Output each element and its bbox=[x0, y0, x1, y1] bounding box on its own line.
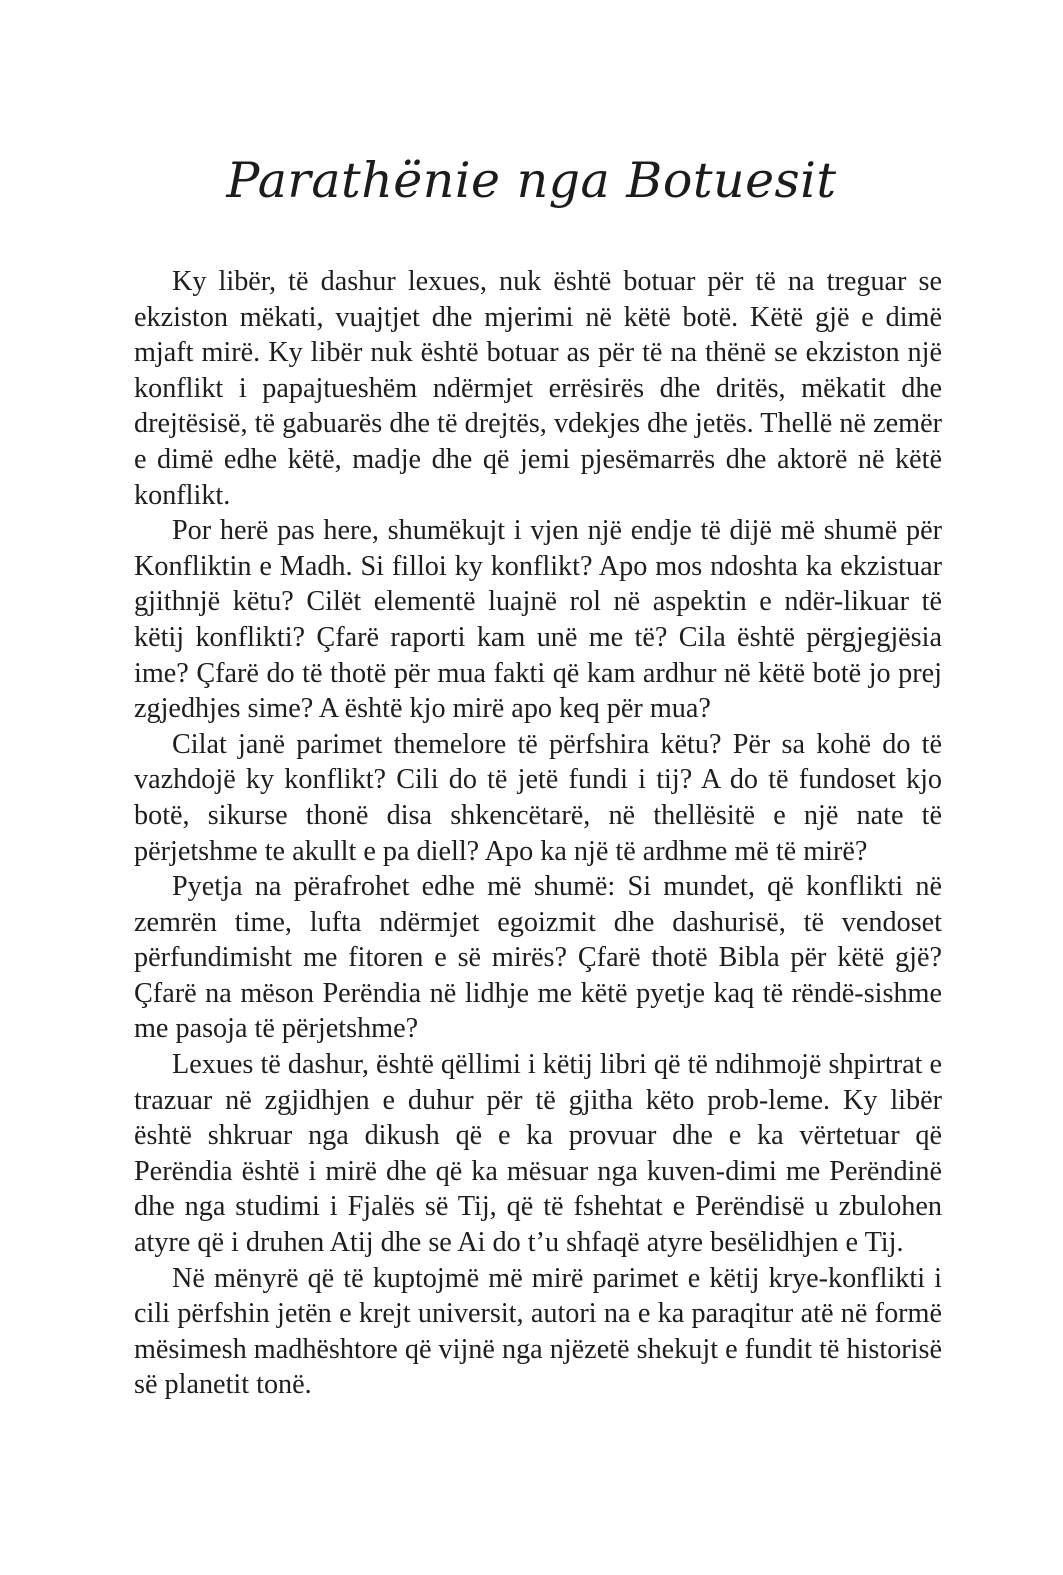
paragraph-5: Lexues të dashur, është qëllimi i këtij libri që të ndihmojë shpirtrat e trazuar në zgjidhjen e duhur për të gjitha këto prob-leme. Ky libër është shkruar nga dikush që e ka provuar dhe e ka vërtetuar që Perëndia është i mirë dhe që ka mësuar nga kuven-dimi me Perëndinë dhe nga studimi i Fjalës së Tij, që të fshehtat e Perëndisë u zbulohen atyre që i druhen Atij dhe se Ai do t’u shfaqë atyre besëlidhjen e Tij. bbox=[134, 1049, 942, 1259]
paragraph-2: Por herë pas here, shumëkujt i vjen një endje të dijë më shumë për Konfliktin e Madh. Si filloi ky konflikt? Apo mos ndoshta ka ekzistuar gjithnjë këtu? Cilët elementë luajnë rol në aspektin e ndër-likuar të këtij konflikti? Çfarë raporti kam unë me të? Cila është përgjegjësia ime? Çfarë do të thotë për mua fakti që kam ardhur në këtë botë jo prej zgjedhjes sime? A është kjo mirë apo keq për mua? bbox=[134, 515, 942, 725]
paragraph-4: Pyetja na përafrohet edhe më shumë: Si mundet, që konflikti në zemrën time, lufta ndërmjet egoizmit dhe dashurisë, të vendoset përfundimisht me fitoren e së mirës? Çfarë thotë Bibla për këtë gjë? Çfarë na mëson Perëndia në lidhje me këtë pyetje kaq të rëndë-sishme me pasoja të përjetshme? bbox=[134, 871, 942, 1045]
paragraph-3: Cilat janë parimet themelore të përfshira këtu? Për sa kohë do të vazhdojë ky konflikt? Cili do të jetë fundi i tij? A do të fundoset kjo botë, sikurse thonë disa shkencëtarë, në thellësitë e një nate të përjetshme te akullt e pa diell? Apo ka një të ardhme më të mirë? bbox=[134, 728, 942, 867]
chapter-title: Parathënie nga Botuesit bbox=[226, 152, 837, 209]
chapter-body bbox=[134, 264, 942, 1403]
paragraph-1: Ky libër, të dashur lexues, nuk është botuar për të na treguar se ekziston mëkati, vuajtjet dhe mjerimi në këtë botë. Këtë gjë e dimë mjaft mirë. Ky libër nuk është botuar as për të na thënë se ekziston një konflikt i papajtueshëm ndërmjet errësirës dhe dritës, mëkatit dhe drejtësisë, të gabuarës dhe të drejtës, vdekjes dhe jetës. Thellë në zemër e dimë edhe këtë, madje dhe që jemi pjesëmarrës dhe aktorë në këtë konflikt. bbox=[134, 266, 942, 511]
paragraph-6: Në mënyrë që të kuptojmë më mirë parimet e këtij krye-konflikti i cili përfshin jetën e krejt universit, autori na e ka paraqitur atë në formë mësimesh madhështore që vijnë nga njëzetë shekujt e fundit të historisë së planetit tonë. bbox=[134, 1262, 942, 1401]
